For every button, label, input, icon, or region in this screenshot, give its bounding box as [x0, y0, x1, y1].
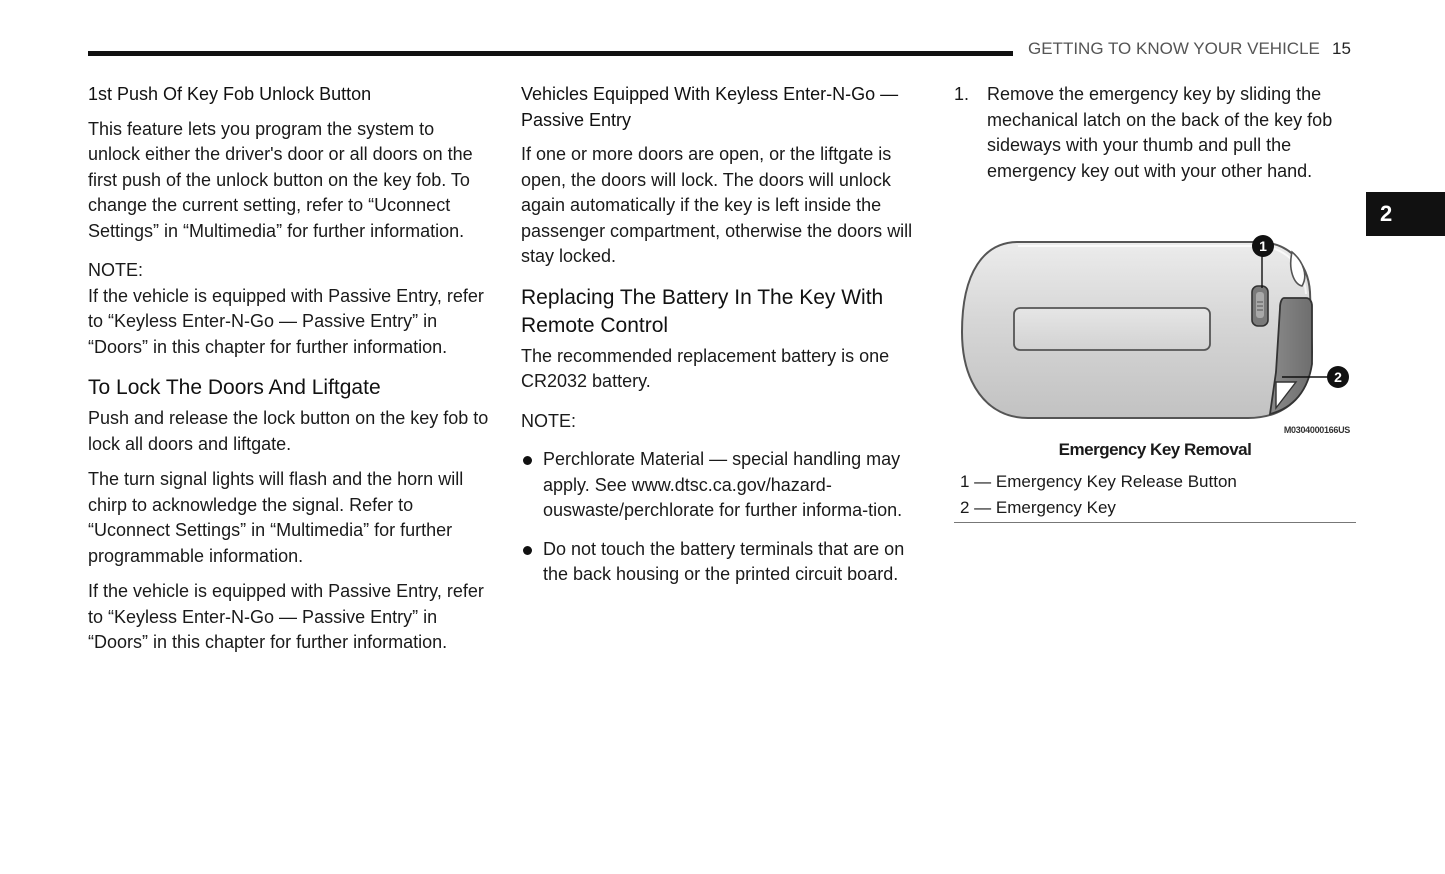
step-number: 1. — [954, 84, 970, 104]
step-text: Remove the emergency key by sliding the mechanical latch on the back of the key fob sideways with your thumb and pull the emergency key out with your other hand. — [987, 84, 1333, 181]
legend-item: 2 — Emergency Key — [960, 498, 1116, 517]
chapter-tab[interactable]: 2 — [1366, 192, 1445, 236]
figure-legend — [960, 469, 1237, 521]
legend-rule — [954, 522, 1356, 523]
note-bullet-list — [521, 447, 923, 588]
key-fob-figure — [958, 232, 1356, 437]
list-item — [521, 537, 923, 588]
page-number: 15 — [1332, 39, 1351, 58]
paragraph: This feature lets you program the system to unlock either the driver's door or all doors on the first push of the unlock button on the key fob. To change the current setting, refer to “Uconnect Settings” in “Multimedia” for further information. — [88, 118, 473, 241]
legend-item: 1 — Emergency Key Release Button — [960, 472, 1237, 491]
fob-label-plate — [1014, 308, 1210, 350]
note-label: NOTE: — [521, 410, 577, 431]
bullet-icon — [523, 456, 532, 465]
header-rule — [88, 51, 1013, 56]
figure-caption: Emergency Key Removal — [1058, 440, 1252, 459]
step-item — [954, 82, 1356, 184]
figure-code: M0304000166US — [1283, 425, 1350, 435]
callout-2-label: 2 — [1334, 369, 1342, 385]
subheading-keyless-entry: Vehicles Equipped With Keyless Enter-N-Go — Passive Entry — [521, 84, 899, 130]
column-right — [954, 82, 1356, 184]
emergency-key-release-button — [1252, 286, 1268, 326]
paragraph: If the vehicle is equipped with Passive Entry, refer to “Keyless Enter-N-Go — Passive Entry” in “Doors” in this chapter for further information. — [88, 581, 484, 652]
key-fob-illustration — [958, 232, 1356, 437]
paragraph: The recommended replacement battery is one CR2032 battery. — [521, 345, 890, 391]
subheading-first-push: 1st Push Of Key Fob Unlock Button — [88, 84, 372, 104]
section-title-replace-battery: Replacing The Battery In The Key With Remote Control — [521, 285, 884, 337]
section-title-lock-doors: To Lock The Doors And Liftgate — [88, 376, 381, 399]
column-middle — [521, 82, 923, 601]
note-text: If the vehicle is equipped with Passive Entry, refer to “Keyless Enter-N-Go — Passive Entry” in “Doors” in this chapter for further information. — [88, 285, 484, 357]
list-item — [521, 447, 923, 524]
bullet-text: Perchlorate Material — special handling may apply. See www.dtsc.ca.gov/hazard-ouswaste/perchlorate for further informa-tion. — [543, 449, 903, 520]
bullet-text: Do not touch the battery terminals that are on the back housing or the printed circuit board. — [543, 538, 905, 584]
paragraph: Push and release the lock button on the key fob to lock all doors and liftgate. — [88, 408, 489, 454]
callout-1-label: 1 — [1259, 238, 1267, 254]
column-left — [88, 82, 490, 666]
note-label: NOTE: — [88, 260, 144, 280]
paragraph: The turn signal lights will flash and the horn will chirp to acknowledge the signal. Refer to “Uconnect Settings” in “Multimedia” for further programmable information. — [88, 469, 464, 566]
paragraph: If one or more doors are open, or the liftgate is open, the doors will lock. The doors will unlock again automatically if the key is left inside the passenger compartment, otherwise the doors will stay locked. — [521, 144, 913, 266]
header-section-title: GETTING TO KNOW YOUR VEHICLE — [1028, 39, 1320, 58]
step-list — [954, 82, 1356, 184]
bullet-icon — [523, 546, 532, 555]
